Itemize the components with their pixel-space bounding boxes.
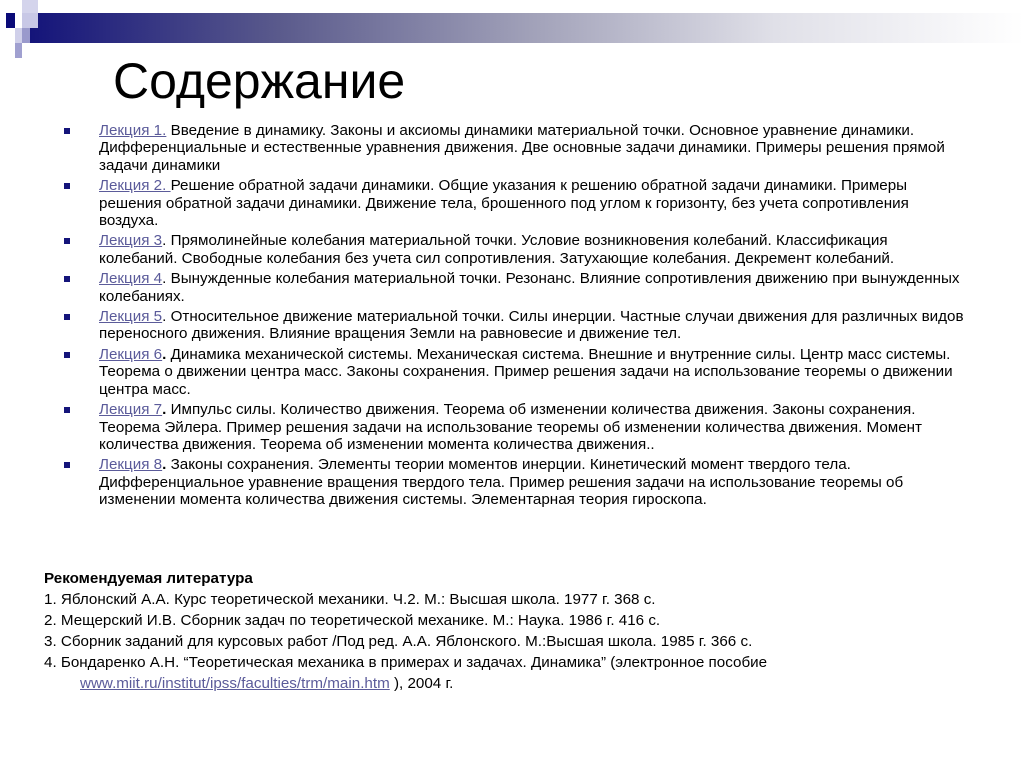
decor-square xyxy=(22,0,38,13)
slide-title: Содержание xyxy=(113,53,406,109)
bullet-icon xyxy=(64,276,70,282)
lecture-description: Импульс силы. Количество движения. Теорема об изменении количества движения. Законы сохранения. Теорема Эйлера. Пример решения задачи на использование теоремы об изменении количества движения. Момент количества движения. Теорема об изменении момента количества движения.. xyxy=(99,401,923,453)
literature-heading: Рекомендуемая литература xyxy=(44,570,253,587)
lecture-description: Законы сохранения. Элементы теории моментов инерции. Кинетический момент твердого тела. Дифференциальное уравнение вращения твердого тела. Пример решения задачи на использование теоремы об изменении момента количества движения системы. Элементарная теория гироскопа. xyxy=(99,456,904,509)
lecture-item xyxy=(64,270,964,305)
decor-square xyxy=(15,43,22,58)
literature-item: 2. Мещерский И.В. Сборник задач по теоретической механике. М.: Наука. 1986 г. 416 с. xyxy=(44,612,661,629)
literature-url-link[interactable]: www.miit.ru/institut/ipss/faculties/trm/main.htm xyxy=(80,675,390,692)
lecture-item xyxy=(64,308,964,343)
lecture-link[interactable]: Лекция 7 xyxy=(99,401,163,419)
bullet-icon xyxy=(64,183,70,189)
header-gradient-bar xyxy=(30,13,1024,43)
lecture-link[interactable]: Лекция 6 xyxy=(99,345,163,363)
bullet-icon xyxy=(64,407,70,413)
lecture-link[interactable]: Лекция 4 xyxy=(99,270,163,288)
bullet-icon xyxy=(64,128,70,134)
literature-item: 4. Бондаренко А.Н. “Теоретическая механика в примерах и задачах. Динамика” (электронное пособие xyxy=(44,654,768,671)
lecture-item xyxy=(64,177,964,229)
literature-item: 3. Сборник заданий для курсовых работ /Под ред. А.А. Яблонского. М.:Высшая школа. 1985 г. 366 с. xyxy=(44,633,753,650)
lecture-description: Относительное движение материальной точки. Силы инерции. Частные случаи движения для различных видов переносного движения. Влияние вращения Земли на равновесие и движение тел. xyxy=(99,308,964,343)
lecture-description: Решение обратной задачи динамики. Общие указания к решению обратной задачи динамики. Примеры решения обратной задачи динамики. Движение тела, брошенного под углом к горизонту, без учета сопротивления воздуха. xyxy=(99,177,909,230)
lecture-description: Введение в динамику. Законы и аксиомы динамики материальной точки. Основное уравнение динамики. Дифференциальные и естественные уравнения движения. Две основные задачи динамики. Примеры решения прямой задачи динамики xyxy=(99,122,945,174)
lecture-separator: . xyxy=(162,232,171,250)
literature-item-continuation xyxy=(44,673,767,694)
lecture-item xyxy=(64,456,964,508)
lecture-description: Динамика механической системы. Механическая система. Внешние и внутренние силы. Центр масс системы. Теорема о движении центра масс. Законы сохранения. Пример решения задачи на использование теоремы о движении центра масс. xyxy=(99,345,953,398)
lecture-description: Прямолинейные колебания материальной точки. Условие возникновения колебаний. Классификация колебаний. Свободные колебания без учета сил сопротивления. Затухающие колебания. Декремент колебаний. xyxy=(99,232,895,267)
bullet-icon xyxy=(64,314,70,320)
lecture-link[interactable]: Лекция 8 xyxy=(99,456,163,474)
literature-item: 1. Яблонский А.А. Курс теоретической механики. Ч.2. М.: Высшая школа. 1977 г. 368 с. xyxy=(44,591,656,608)
decor-square xyxy=(22,13,38,28)
bullet-icon xyxy=(64,462,70,468)
lecture-separator: . xyxy=(162,456,171,474)
lecture-link[interactable]: Лекция 3 xyxy=(99,232,163,250)
lecture-separator: . xyxy=(162,345,171,363)
lecture-item xyxy=(64,346,964,398)
lecture-description: Вынужденные колебания материальной точки. Резонанс. Влияние сопротивления движению при вынужденных колебаниях. xyxy=(99,270,960,305)
lecture-separator: . xyxy=(162,308,171,326)
bullet-icon xyxy=(64,352,70,358)
literature-section xyxy=(44,568,767,694)
literature-url-suffix: ), 2004 г. xyxy=(389,675,454,692)
decor-square xyxy=(22,28,30,43)
lecture-separator: . xyxy=(162,270,171,288)
lecture-item xyxy=(64,122,964,174)
bullet-icon xyxy=(64,238,70,244)
lecture-link[interactable]: Лекция 1. xyxy=(99,122,167,139)
lecture-link[interactable]: Лекция 2. xyxy=(99,177,171,195)
decor-square xyxy=(6,13,15,28)
lecture-separator: . xyxy=(162,401,171,419)
lecture-list xyxy=(64,122,964,512)
lecture-link[interactable]: Лекция 5 xyxy=(99,308,163,326)
lecture-item xyxy=(64,232,964,267)
lecture-item xyxy=(64,401,964,453)
